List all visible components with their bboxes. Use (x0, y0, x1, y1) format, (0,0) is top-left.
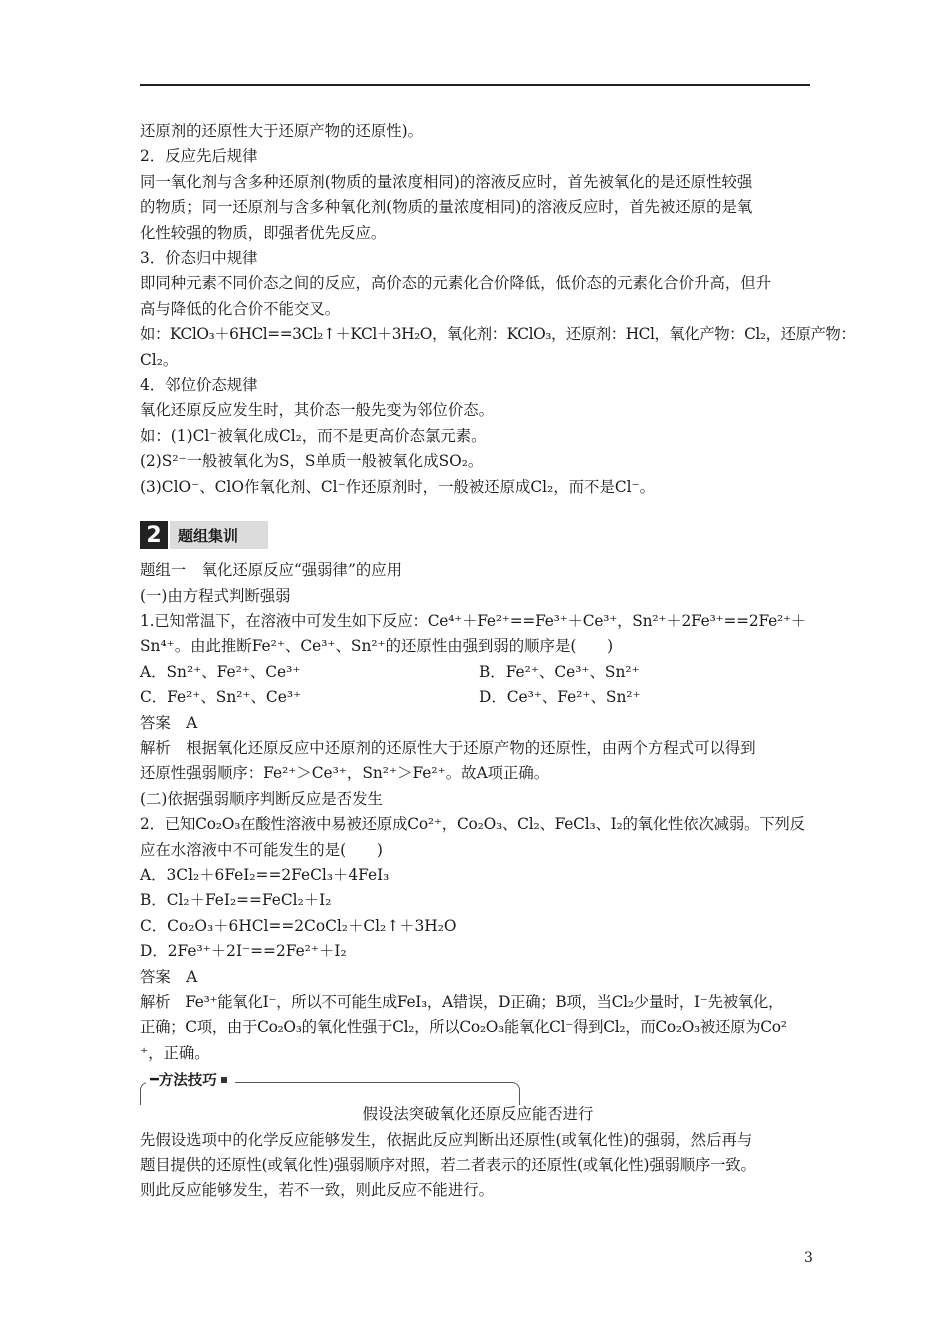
text-line: 即同种元素不同价态之间的反应，高价态的元素化合价降低，低价态的元素化合价升高，但升 (140, 274, 772, 293)
text-line: 如：(1)Cl⁻被氧化成Cl₂，而不是更高价态氯元素。 (140, 426, 487, 445)
analysis-1-line: 解析 根据氧化还原反应中还原剂的还原性大于还原产物的还原性，由两个方程式可以得到 (140, 738, 756, 757)
question-2-line: 应在水溶液中不可能发生的是( ) (140, 840, 383, 859)
question-1-line: 1.已知常温下，在溶液中可发生如下反应：Ce⁴⁺＋Fe²⁺==Fe³⁺＋Ce³⁺，Sn²⁺＋2Fe³⁺==2Fe²⁺＋ (140, 611, 807, 630)
method-line: 先假设选项中的化学反应能够发生，依据此反应判断出还原性(或氧化性)的强弱，然后再与 (140, 1130, 753, 1149)
question-1-line: Sn⁴⁺。由此推断Fe²⁺、Ce³⁺、Sn²⁺的还原性由强到弱的顺序是( ) (140, 637, 614, 656)
analysis-1-line: 还原性强弱顺序：Fe²⁺＞Ce³⁺，Sn²⁺＞Fe²⁺。故A项正确。 (140, 764, 550, 783)
text-line: 的物质；同一还原剂与含多种氧化剂(物质的量浓度相同)的溶液反应时，首先被还原的是氧 (140, 198, 753, 217)
method-title: 假设法突破氧化还原反应能否进行 (362, 1105, 594, 1124)
method-label: ━ 方法技巧 (146, 1069, 235, 1090)
choice-d: D．Ce³⁺、Fe²⁺、Sn²⁺ (479, 688, 641, 707)
choice-row (140, 685, 812, 710)
choice-c: C．Fe²⁺、Sn²⁺、Ce³⁺ (140, 688, 302, 707)
square-icon (221, 1077, 227, 1083)
text-line: 高与降低的化合价不能交叉。 (140, 299, 341, 318)
choice-b: B．Fe²⁺、Ce³⁺、Sn²⁺ (479, 662, 640, 681)
choice-row (140, 660, 812, 685)
analysis-2-line: 正确；C项，由于Co₂O₃的氧化性强于Cl₂，所以Co₂O₃能氧化Cl⁻得到Cl₂，而Co₂O₃被还原为Co² (140, 1018, 787, 1037)
analysis-2-line: 解析 Fe³⁺能氧化I⁻，所以不可能生成FeI₃，A错误，D正确；B项，当Cl₂少量时，I⁻先被氧化， (140, 993, 784, 1011)
subheading: (一)由方程式判断强弱 (140, 586, 291, 605)
question-2-line: 2．已知Co₂O₃在酸性溶液中易被还原成Co²⁺，Co₂O₃、Cl₂、FeCl₃、I₂的氧化性依次减弱。下列反 (140, 815, 805, 834)
text-line: (2)S²⁻一般被氧化为S，S单质一般被氧化成SO₂。 (140, 452, 484, 471)
header-rule (140, 84, 810, 86)
example-line: 如：KClO₃＋6HCl==3Cl₂↑＋KCl＋3H₂O，氧化剂：KClO₃，还原剂：HCl，氧化产物：Cl₂，还原产物： (140, 325, 856, 344)
text-line: (3)ClO⁻、ClO作氧化剂、Cl⁻作还原剂时，一般被还原成Cl₂，而不是Cl⁻。 (140, 477, 656, 496)
text-line: 还原剂的还原性大于还原产物的还原性)。 (140, 122, 424, 140)
text-line: 化性较强的物质，即强者优先反应。 (140, 223, 387, 242)
choice-a: A．Sn²⁺、Fe²⁺、Ce³⁺ (140, 662, 301, 681)
choice-b: B．Cl₂＋FeI₂==FeCl₂＋I₂ (140, 891, 332, 910)
heading-rule-4: 4．邻位价态规律 (140, 376, 258, 395)
answer-2: 答案 A (140, 967, 198, 986)
choice-d: D．2Fe³⁺＋2I⁻==2Fe²⁺＋I₂ (140, 942, 347, 961)
heading-rule-2: 2．反应先后规律 (140, 147, 258, 166)
text-line: 同一氧化剂与含多种还原剂(物质的量浓度相同)的溶液反应时，首先被氧化的是还原性较强 (140, 172, 753, 191)
section-title: 题组集训 (170, 521, 268, 549)
example-line: Cl₂。 (140, 350, 179, 369)
choice-a: A．3Cl₂＋6FeI₂==2FeCl₃＋4FeI₃ (140, 865, 390, 884)
heading-rule-3: 3．价态归中规律 (140, 249, 258, 268)
method-line: 则此反应能够发生，若不一致，则此反应不能进行。 (140, 1181, 494, 1200)
analysis-2-line: ⁺，正确。 (140, 1043, 210, 1062)
method-line: 题目提供的还原性(或氧化性)强弱顺序对照，若二者表示的还原性(或氧化性)强弱顺序一致。 (140, 1156, 756, 1175)
method-label-text: 方法技巧 (158, 1073, 217, 1090)
group-title: 题组一 氧化还原反应“强弱律”的应用 (140, 561, 402, 580)
page-number: 3 (804, 1250, 813, 1266)
choice-c: C．Co₂O₃＋6HCl==2CoCl₂＋Cl₂↑＋3H₂O (140, 916, 457, 935)
section-header (140, 520, 812, 550)
answer-1: 答案 A (140, 713, 198, 732)
method-box (140, 1068, 812, 1102)
text-line: 氧化还原反应发生时，其价态一般先变为邻位价态。 (140, 401, 494, 420)
page-content (140, 119, 856, 1204)
section-number: 2 (140, 521, 168, 549)
subheading: (二)依据强弱顺序判断反应是否发生 (140, 789, 383, 808)
